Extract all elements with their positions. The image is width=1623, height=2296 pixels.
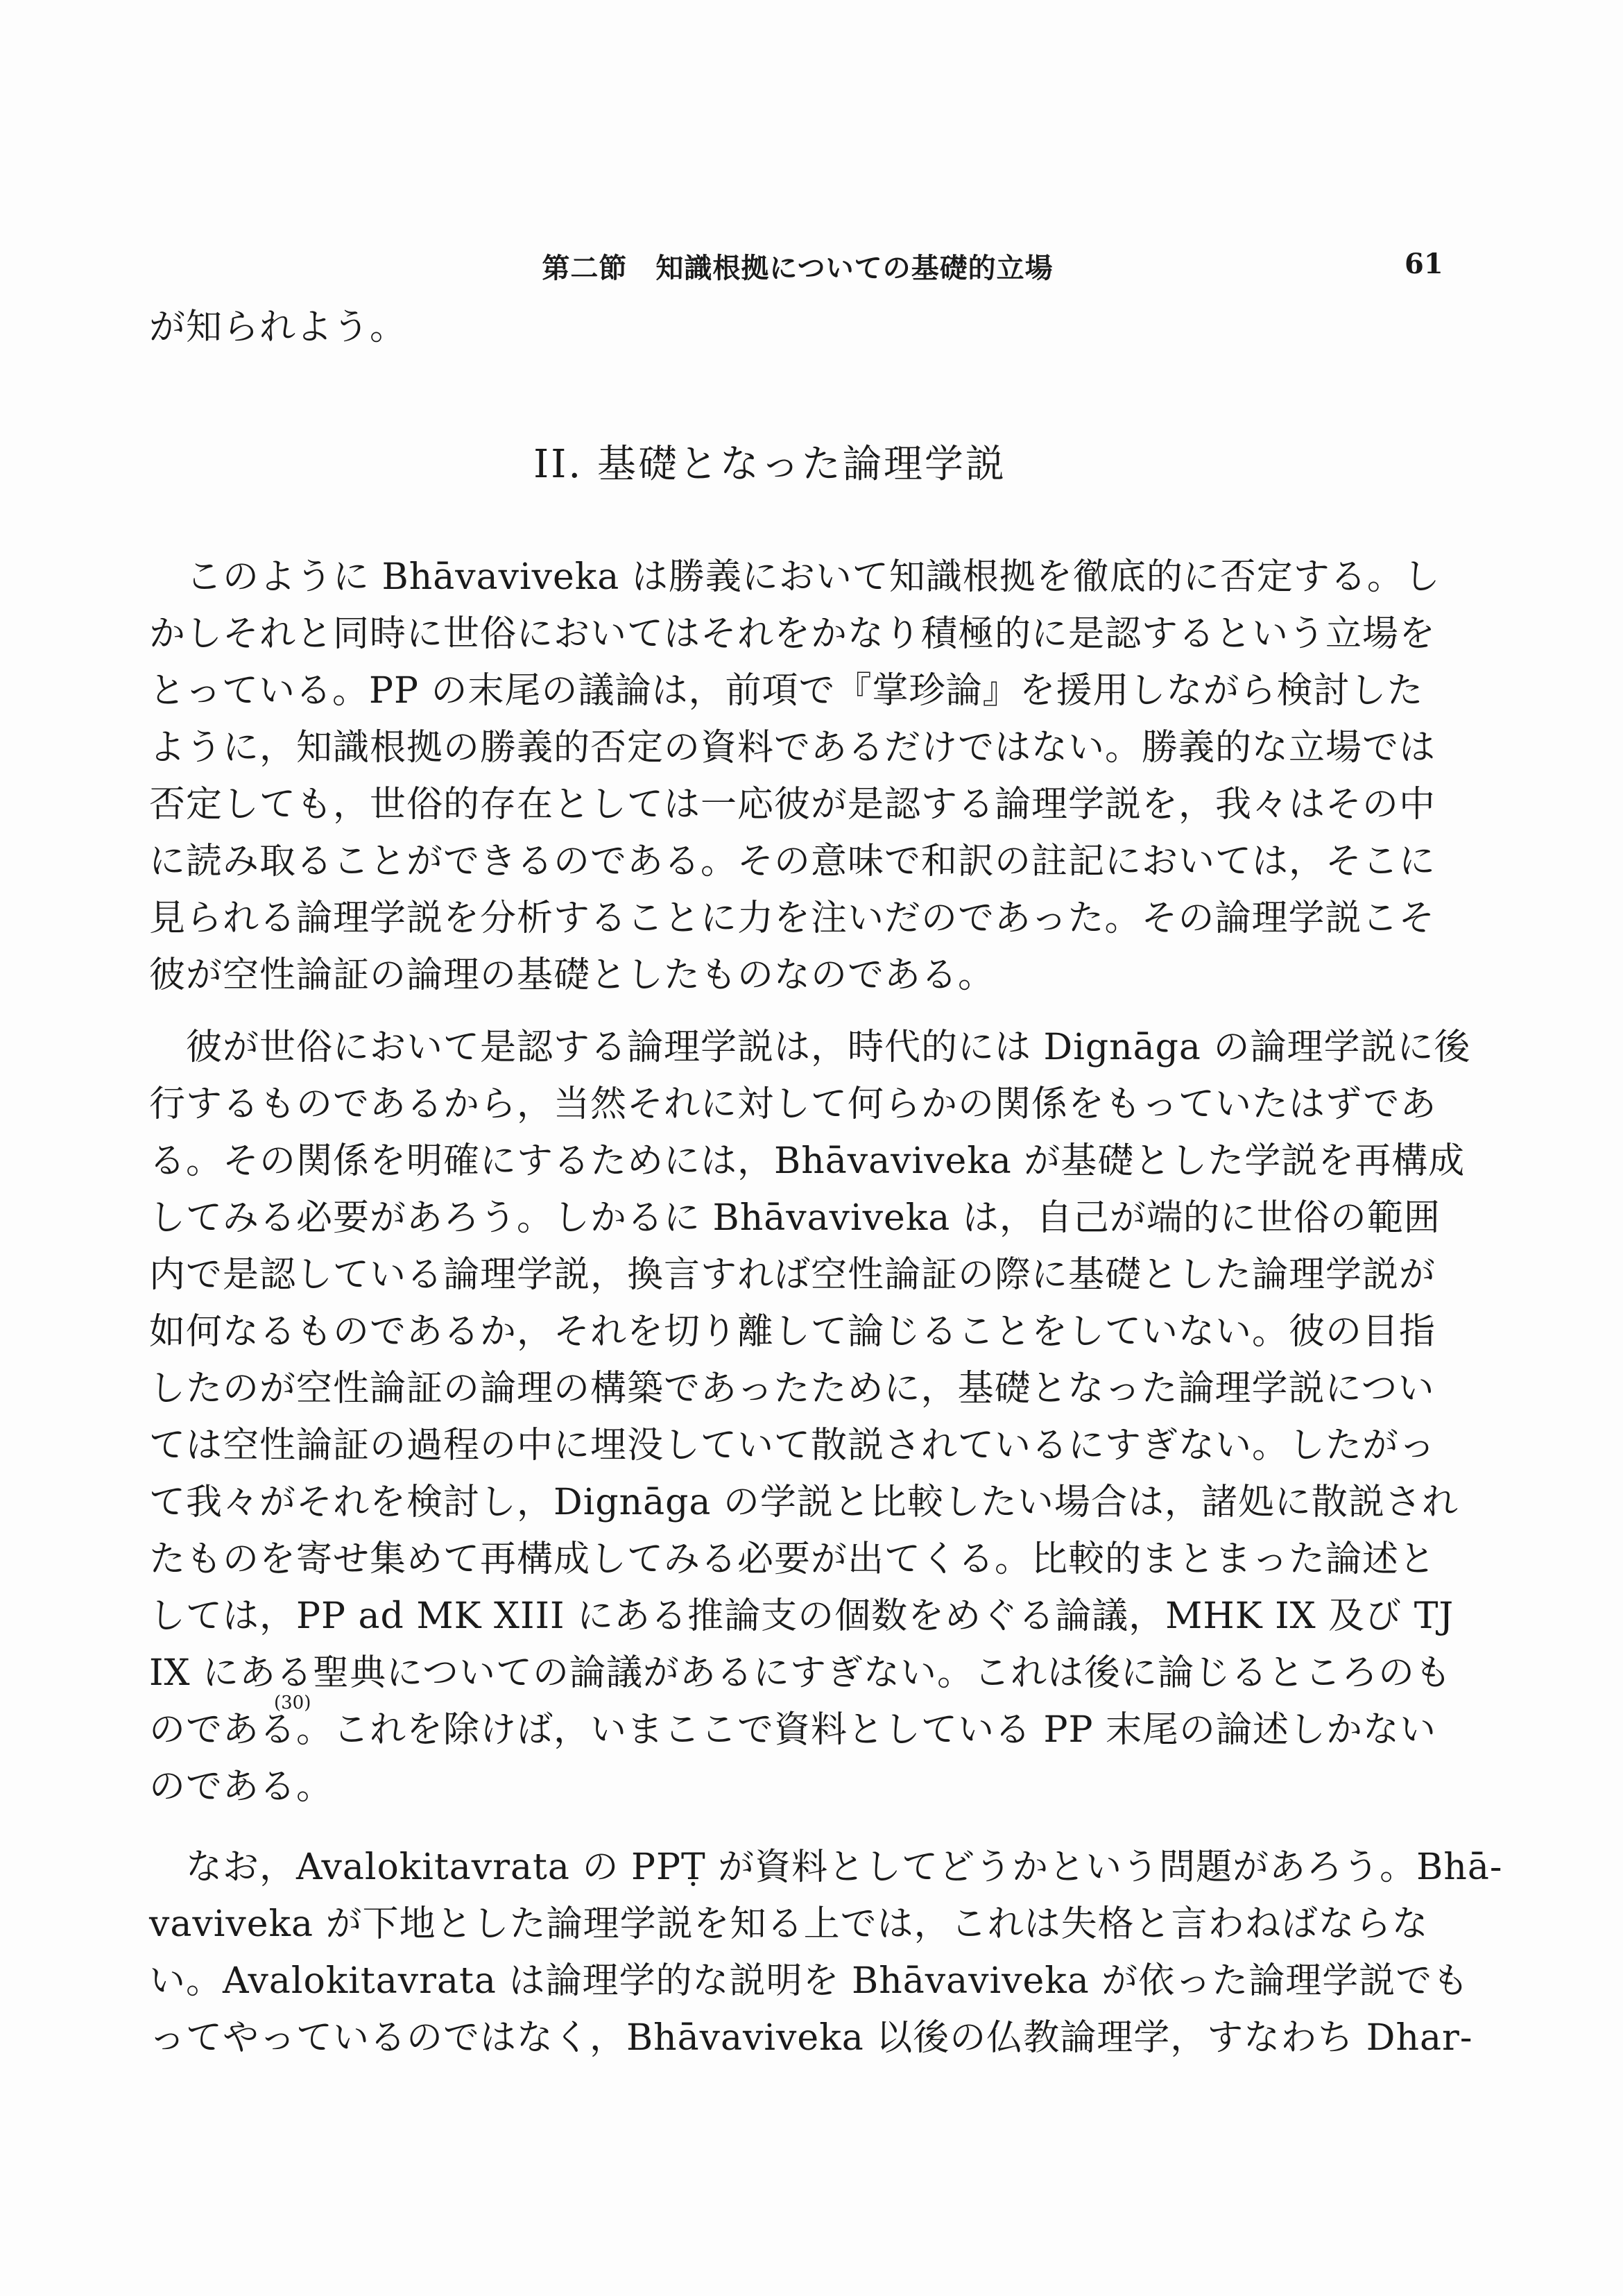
text-line: このように Bhāvaviveka は勝義において知識根拠を徹底的に否定する。し bbox=[149, 556, 1441, 598]
text-line: IX にある聖典についての論議があるにすぎない。これは後に論じるところのも bbox=[149, 1652, 1452, 1694]
text-line: かしそれと同時に世俗においてはそれをかなり積極的に是認するという立場を bbox=[149, 613, 1436, 655]
text-line: 否定しても，世俗的存在としては一応彼が是認する論理学説を，我々はその中 bbox=[149, 784, 1436, 825]
text-line: のである。 bbox=[149, 1766, 334, 1808]
text-line: 如何なるものであるか，それを切り離して論じることをしていない。彼の目指 bbox=[149, 1311, 1436, 1353]
text-line: してみる必要があろう。しかるに Bhāvaviveka は，自己が端的に世俗の範囲 bbox=[149, 1197, 1441, 1239]
text-line: のである。これを除けば，いまここで資料としている PP 末尾の論述しかない bbox=[149, 1709, 1437, 1751]
text-line: ってやっているのではなく，Bhāvaviveka 以後の仏教論理学，すなわち Dhar- bbox=[149, 2017, 1473, 2059]
section-heading: II. 基礎となった論理学説 bbox=[533, 442, 1006, 487]
text-line: ては空性論証の過程の中に埋没していて散説されているにすぎない。したがっ bbox=[149, 1425, 1436, 1466]
text-line: 内で是認している論理学説，換言すれば空性論証の際に基礎とした論理学説が bbox=[149, 1254, 1436, 1296]
text-line: とっている。PP の末尾の議論は，前項で『掌珍論』を援用しながら検討した bbox=[149, 670, 1424, 712]
running-header: 第二節 知識根拠についての基礎的立場 bbox=[542, 252, 1054, 284]
text-line: しては，PP ad MK XIII にある推論支の個数をめぐる論議，MHK IX 及び TJ bbox=[149, 1595, 1454, 1637]
text-line: vaviveka が下地とした論理学説を知る上では，これは失格と言わねばならな bbox=[149, 1903, 1429, 1945]
text-line: 行するものであるから，当然それに対して何らかの関係をもっていたはずであ bbox=[149, 1083, 1437, 1125]
text-line: が知られよう。 bbox=[149, 307, 407, 348]
text-line: に読み取ることができるのである。その意味で和訳の註記においては，そこに bbox=[149, 841, 1436, 882]
text-line: ように，知識根拠の勝義的否定の資料であるだけではない。勝義的な立場では bbox=[149, 727, 1436, 769]
text-line: したのが空性論証の論理の構築であったために，基礎となった論理学説につい bbox=[149, 1368, 1435, 1410]
text-line: て我々がそれを検討し，Dignāga の学説と比較したい場合は，諸処に散説され bbox=[149, 1482, 1459, 1523]
footnote-marker: (30) bbox=[274, 1693, 311, 1713]
text-line: 彼が空性論証の論理の基礎としたものなのである。 bbox=[149, 954, 995, 996]
text-line: なお，Avalokitavrata の PPṬ が資料としてどうかという問題があろう。Bhā- bbox=[149, 1847, 1503, 1888]
text-line: たものを寄せ集めて再構成してみる必要が出てくる。比較的まとまった論述と bbox=[149, 1539, 1436, 1580]
text-line: る。その関係を明確にするためには，Bhāvaviveka が基礎とした学説を再構成 bbox=[149, 1140, 1466, 1182]
text-line: 見られる論理学説を分析することに力を注いだのであった。その論理学説こそ bbox=[149, 898, 1436, 939]
text-line: い。Avalokitavrata は論理学的な説明を Bhāvaviveka が依った論理学説でも bbox=[149, 1960, 1470, 2002]
page-number: 61 bbox=[1405, 248, 1443, 280]
text-line: 彼が世俗において是認する論理学説は，時代的には Dignāga の論理学説に後 bbox=[149, 1027, 1471, 1068]
